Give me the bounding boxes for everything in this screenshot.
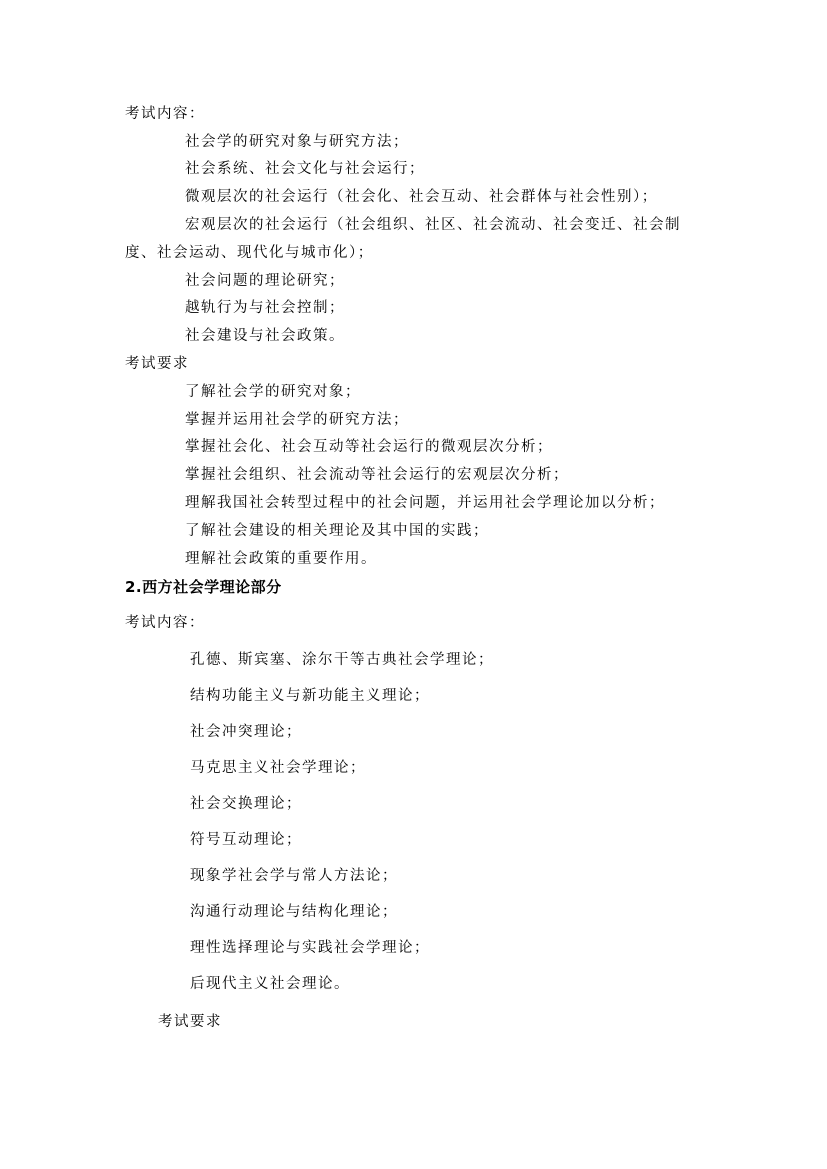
requirement-item: 了解社会学的研究对象；: [185, 384, 361, 400]
theory-item: 社会交换理论；: [190, 796, 302, 812]
requirement-item: 掌握社会组织、社会流动等社会运行的宏观层次分析；: [185, 467, 569, 483]
exam-content-label: 考试内容：: [125, 106, 205, 122]
exam-requirements-label: 考试要求: [125, 356, 189, 372]
theory-item: 马克思主义社会学理论；: [190, 760, 366, 776]
theory-item: 后现代主义社会理论。: [190, 976, 350, 992]
theory-item: 结构功能主义与新功能主义理论；: [190, 688, 430, 704]
theory-item: 社会冲突理论；: [190, 724, 302, 740]
content-item: 社会建设与社会政策。: [185, 328, 345, 344]
section-heading: 2.西方社会学理论部分: [125, 578, 282, 596]
content-item: 越轨行为与社会控制；: [185, 300, 345, 316]
theory-item: 孔德、斯宾塞、涂尔干等古典社会学理论；: [190, 652, 494, 668]
requirement-item: 掌握社会化、社会互动等社会运行的微观层次分析；: [185, 439, 553, 455]
theory-item: 沟通行动理论与结构化理论；: [190, 904, 398, 920]
content-item-continued: 度、社会运动、现代化与城市化）；: [125, 245, 374, 261]
requirement-item: 掌握并运用社会学的研究方法；: [185, 412, 409, 428]
theory-item: 理性选择理论与实践社会学理论；: [190, 940, 430, 956]
content-item: 社会系统、社会文化与社会运行；: [185, 161, 425, 177]
exam-content-label: 考试内容：: [125, 615, 205, 631]
exam-requirements-label: 考试要求: [158, 1014, 222, 1030]
requirement-item: 了解社会建设的相关理论及其中国的实践；: [185, 523, 489, 539]
content-item: 微观层次的社会运行（社会化、社会互动、社会群体与社会性别）；: [185, 189, 658, 205]
content-item: 社会问题的理论研究；: [185, 273, 345, 289]
content-item: 宏观层次的社会运行（社会组织、社区、社会流动、社会变迁、社会制: [185, 217, 681, 233]
requirement-item: 理解我国社会转型过程中的社会问题，并运用社会学理论加以分析；: [185, 495, 665, 511]
theory-item: 符号互动理论；: [190, 832, 302, 848]
theory-item: 现象学社会学与常人方法论；: [190, 868, 398, 884]
content-item: 社会学的研究对象与研究方法；: [185, 134, 409, 150]
requirement-item: 理解社会政策的重要作用。: [185, 551, 377, 567]
